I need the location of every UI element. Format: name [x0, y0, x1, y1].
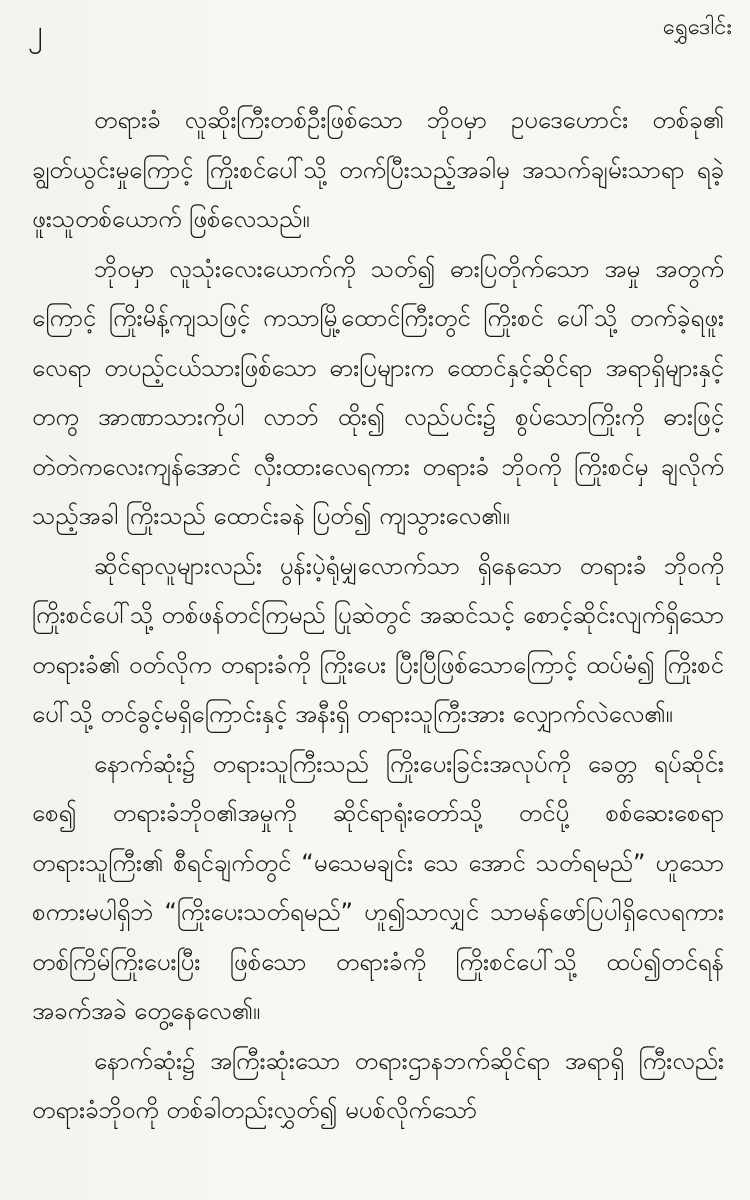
paragraph: နောက်ဆုံး၌ တရားသူကြီးသည် ကြိုးပေးခြင်းအလုပ်ကို ခေတ္တ ရပ်ဆိုင်းစေ၍ တရားခံဘိုဝ၏အမှုကို ဆိုင်ရာရုံးတော်သို့ တင်ပို့ စစ်ဆေးစေရာ တရားသူကြီး၏ စီရင်ချက်တွင် “မသေမချင်း သေ အောင် သတ်ရမည်” ဟူသော စကားမပါရှိဘဲ “ကြိုးပေးသတ်ရမည်” ဟူ၍သာလျှင် သာမန်ဖော်ပြပါရှိလေရကား တစ်ကြိမ်ကြိုးပေးပြီး ဖြစ်သော တရားခံကို ကြိုးစင်ပေါ်သို့ ထပ်၍တင်ရန် အခက်အခဲ တွေ့နေလေ၏။: [32, 749, 724, 1025]
running-title: ရွှေဒေါင်း: [662, 15, 732, 40]
page-number: ၂: [28, 14, 43, 49]
paragraph: ဘိုဝမှာ လူသုံးလေးယောက်ကို သတ်၍ ဓားပြတိုက်သော အမှု အတွက်ကြောင့် ကြိုးမိန့်ကျသဖြင့် ကသာမြို့ထောင်ကြီးတွင် ကြိုးစင် ပေါ်သို့ တက်ခဲ့ရဖူးလေရာ တပည့်ငယ်သားဖြစ်သော ဓားပြများက ထောင်နှင့်ဆိုင်ရာ အရာရှိများနှင့်တကွ အာဏာသားကိုပါ လာဘ် ထိုး၍ လည်ပင်း၌ စွပ်သောကြိုးကို ဓားဖြင့် တဲတဲကလေးကျန်အောင် လှီးထားလေရကား တရားခံ ဘိုဝကို ကြိုးစင်မှ ချလိုက်သည့်အခါ ကြိုးသည် ထောင်းခနဲ ပြတ်၍ ကျသွားလေ၏။: [32, 254, 724, 530]
body-text: [32, 96, 724, 1136]
paragraph: နောက်ဆုံး၌ အကြီးဆုံးသော တရားဌာနဘက်ဆိုင်ရာ အရာရှိ ကြီးလည်း တရားခံဘိုဝကို တစ်ခါတည်းလွှတ်၍ မပစ်လိုက်သော်: [32, 1046, 724, 1124]
paragraph: ဆိုင်ရာလူများလည်း ပွန်းပဲ့ရုံမျှလောက်သာ ရှိနေသော တရားခံ ဘိုဝကို ကြိုးစင်ပေါ်သို့ တစ်ဖန်တင်ကြမည် ပြုဆဲတွင် အဆင်သင့် စောင့်ဆိုင်းလျက်ရှိသော တရားခံ၏ ဝတ်လိုက တရားခံကို ကြိုးပေး ပြီးပြီဖြစ်သောကြောင့် ထပ်မံ၍ ကြိုးစင်ပေါ်သို့ တင်ခွင့်မရှိကြောင်းနှင့် အနီးရှိ တရားသူကြီးအား လျှောက်လဲလေ၏။: [32, 551, 724, 728]
page-header: [0, 0, 750, 60]
paragraph: တရားခံ လူဆိုးကြီးတစ်ဦးဖြစ်သော ဘိုဝမှာ ဥပဒေဟောင်း တစ်ခု၏ ချွတ်ယွင်းမှုကြောင့် ကြိုးစင်ပေါ်သို့ တက်ပြီးသည့်အခါမှ အသက်ချမ်းသာရာ ရခဲ့ဖူးသူတစ်ယောက် ဖြစ်လေသည်။: [32, 106, 724, 233]
